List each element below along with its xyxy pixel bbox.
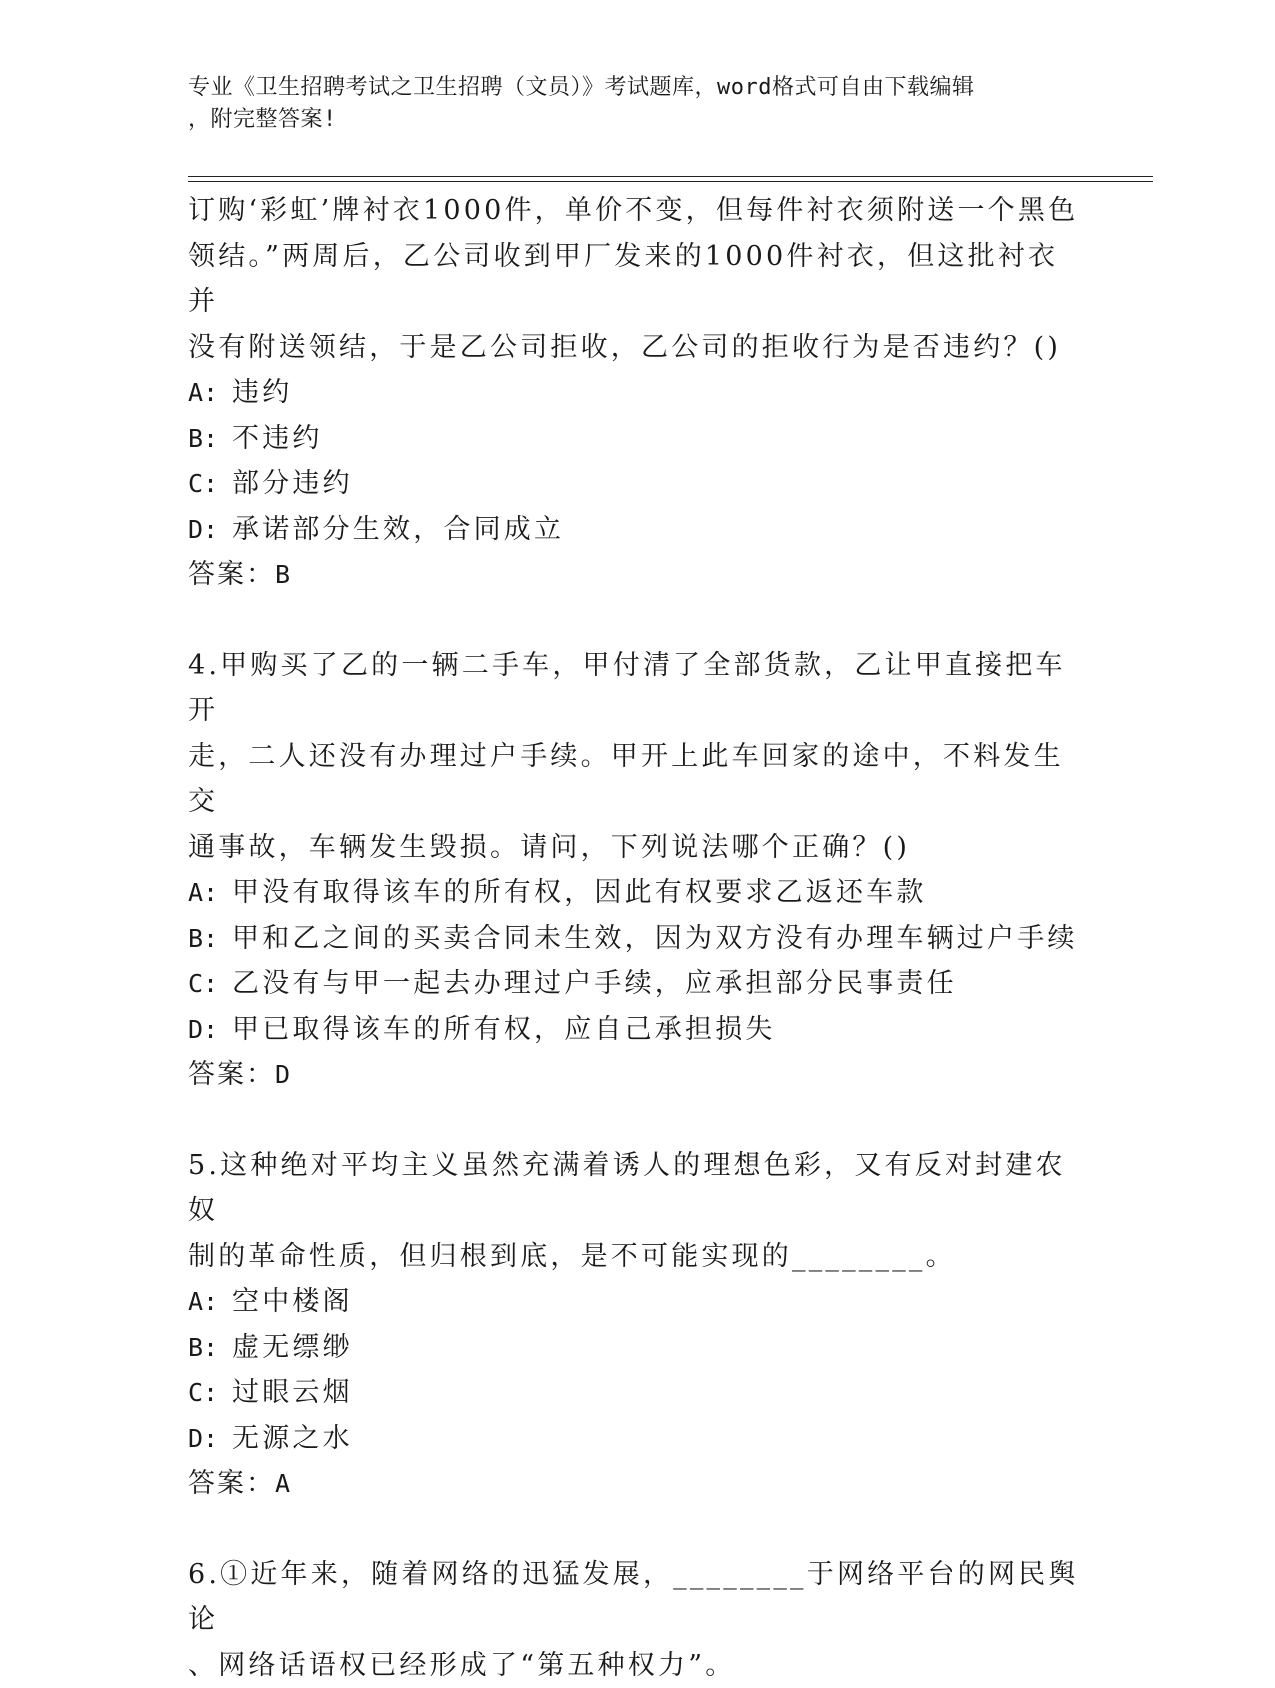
header-line-2: ，附完整答案! [188,104,1068,136]
question-block [188,188,1088,598]
answer-label: 答案： [188,1059,275,1090]
header-divider-bottom [188,181,1153,182]
option-letter: B: [188,416,232,462]
option-a [188,1279,1088,1325]
option-b [188,916,1088,962]
option-text: 过眼云烟 [232,1370,353,1416]
option-text: 违约 [232,370,292,416]
option-letter: B: [188,1325,232,1371]
option-letter: A: [188,870,232,916]
question-block [188,1143,1088,1507]
option-letter: C: [188,1370,232,1416]
option-d [188,507,1088,553]
option-letter: C: [188,461,232,507]
option-d [188,1416,1088,1462]
option-letter: D: [188,1007,232,1053]
answer-value: B [275,560,292,589]
spacer [188,1098,1088,1143]
option-text: 甲没有取得该车的所有权，因此有权要求乙返还车款 [232,870,927,916]
option-a [188,870,1088,916]
option-text: 不违约 [232,416,323,462]
question-text: 4.甲购买了乙的一辆二手车，甲付清了全部货款，乙让甲直接把车开 走，二人还没有办理过户手续。甲开上此车回家的途中，不料发生交 通事故，车辆发生毁损。请问，下列说法哪个正确？() [188,643,1088,871]
question-text: 6.①近年来，随着网络的迅猛发展，________于网络平台的网民舆论 、网络话语权已经形成了“第五种权力”。 [188,1552,1088,1688]
answer-value: A [275,1469,292,1498]
document-header [188,72,1068,136]
answer-label: 答案： [188,559,275,590]
option-text: 甲和乙之间的买卖合同未生效，因为双方没有办理车辆过户手续 [232,916,1078,962]
option-b [188,416,1088,462]
option-text: 乙没有与甲一起去办理过户手续，应承担部分民事责任 [232,961,957,1007]
question-text: 订购‘彩虹’牌衬衣1000件，单价不变，但每件衬衣须附送一个黑色 领结。”两周后，乙公司收到甲厂发来的1000件衬衣，但这批衬衣并 没有附送领结，于是乙公司拒收，乙公司的拒收行为是否违约？() [188,188,1088,370]
spacer [188,598,1088,643]
question-text: 5.这种绝对平均主义虽然充满着诱人的理想色彩，又有反对封建农奴 制的革命性质，但归根到底，是不可能实现的________。 [188,1143,1088,1280]
option-text: 部分违约 [232,461,353,507]
answer-line [188,1461,1088,1507]
option-c [188,461,1088,507]
option-letter: D: [188,1416,232,1462]
header-divider-top [188,176,1153,177]
option-text: 甲已取得该车的所有权，应自己承担损失 [232,1007,776,1053]
answer-value: D [275,1060,292,1089]
option-letter: C: [188,961,232,1007]
option-text: 空中楼阁 [232,1279,353,1325]
option-letter: A: [188,370,232,416]
spacer [188,1507,1088,1552]
option-text: 无源之水 [232,1416,353,1462]
question-block [188,643,1088,1098]
option-letter: B: [188,916,232,962]
option-c [188,1370,1088,1416]
question-list [188,188,1088,1688]
question-block [188,1552,1088,1688]
option-b [188,1325,1088,1371]
option-letter: A: [188,1279,232,1325]
option-letter: D: [188,507,232,553]
answer-label: 答案： [188,1468,275,1499]
answer-line [188,1052,1088,1098]
option-d [188,1007,1088,1053]
option-a [188,370,1088,416]
header-line-1: 专业《卫生招聘考试之卫生招聘（文员）》考试题库，word格式可自由下载编辑 [188,72,1068,104]
option-text: 承诺部分生效，合同成立 [232,507,564,553]
answer-line [188,552,1088,598]
option-text: 虚无缥缈 [232,1325,353,1371]
option-c [188,961,1088,1007]
